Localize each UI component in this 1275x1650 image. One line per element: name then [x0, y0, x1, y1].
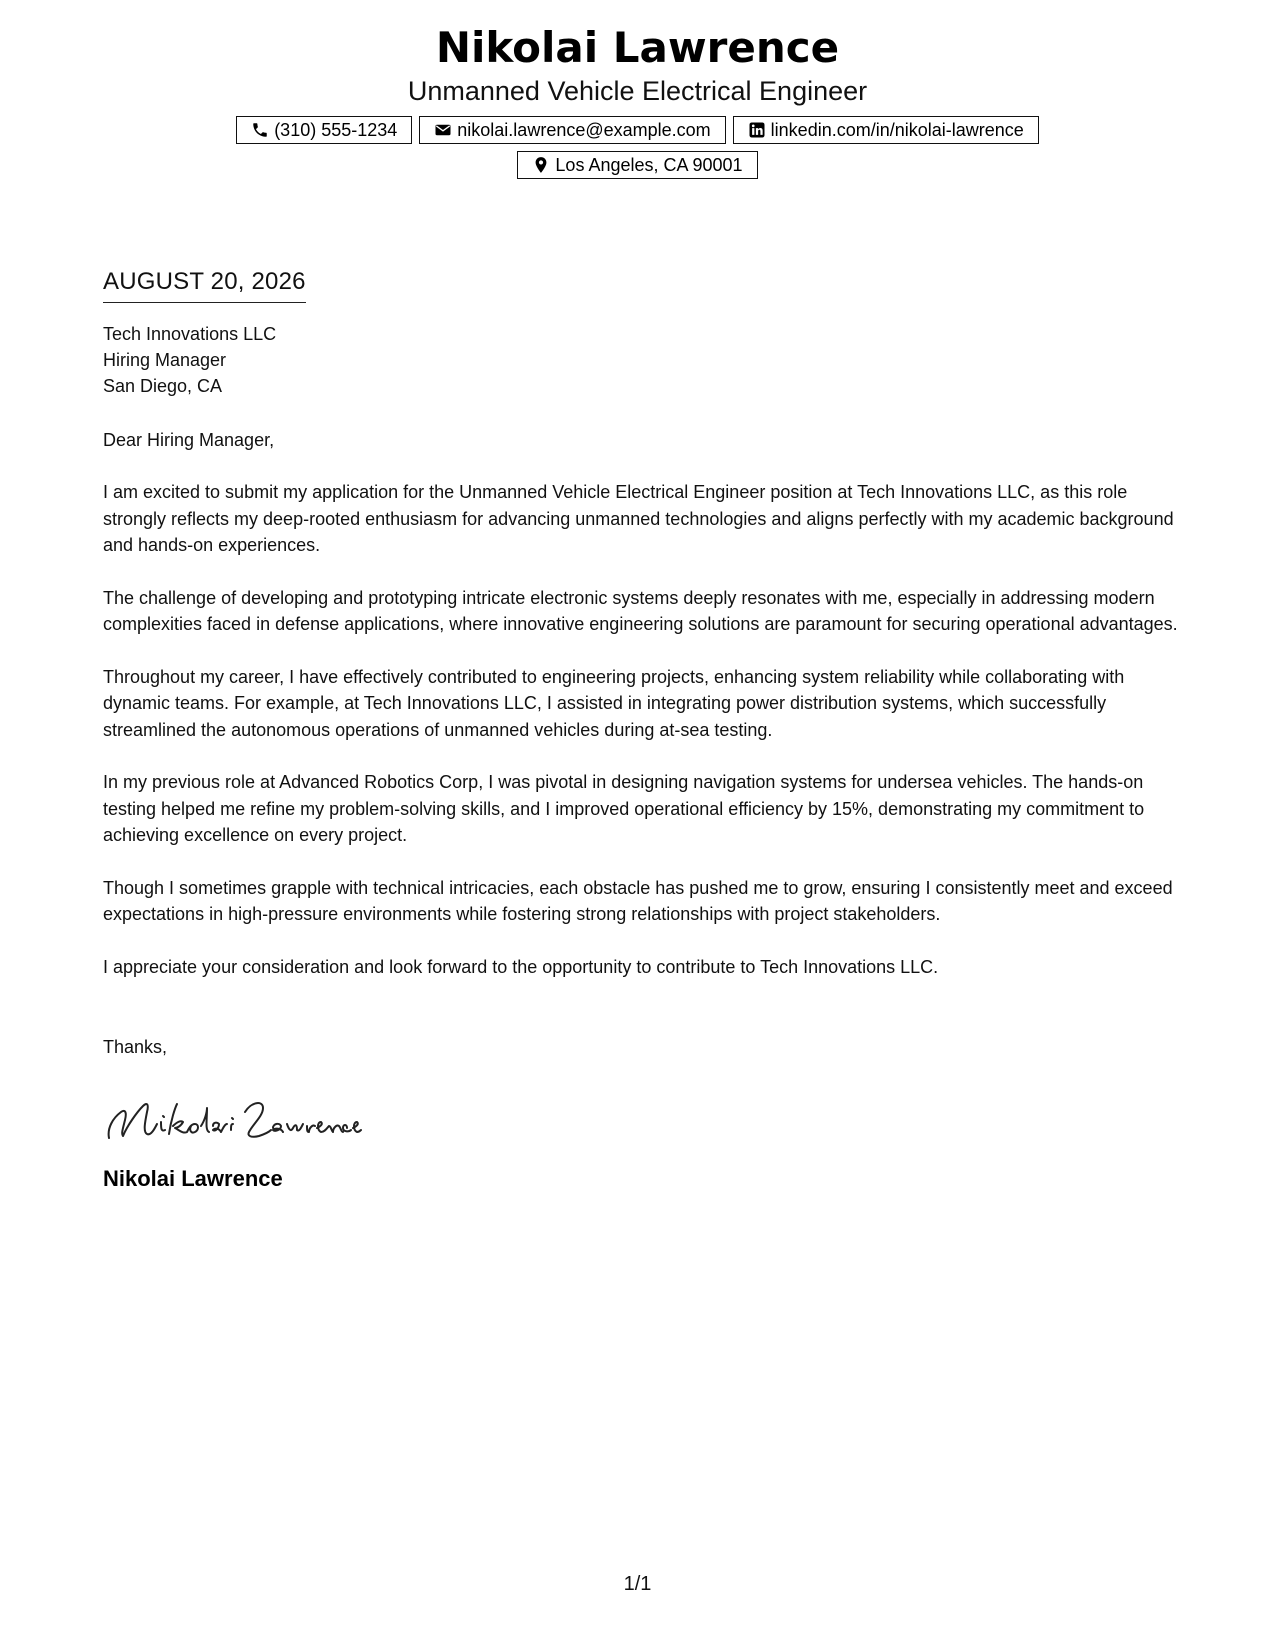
paragraph: In my previous role at Advanced Robotics Corp, I was pivotal in designing navigation systems for undersea vehicles. The hands-on testing helped me refine my problem-solving skills, and I improved operational efficiency by 15%, demonstrating my commitment to achieving excellence on every project. [103, 772, 1145, 845]
contact-linkedin[interactable] [733, 116, 1039, 144]
recipient-company: Tech Innovations LLC [103, 324, 277, 344]
phone-text: (310) 555-1234 [274, 119, 398, 140]
map-pin-icon [532, 156, 550, 174]
linkedin-icon [748, 121, 766, 139]
handwritten-signature [103, 1090, 1178, 1150]
contact-row [0, 116, 1275, 144]
paragraph: The challenge of developing and prototyping intricate electronic systems deeply resonates with me, especially in addressing modern complexities faced in defense applications, where innovative engineering solutions are paramount for securing operational advantages. [103, 587, 1178, 634]
envelope-icon [434, 121, 452, 139]
paragraph: Throughout my career, I have effectively contributed to engineering projects, enhancing system reliability while collaborating with dynamic teams. For example, at Tech Innovations LLC, I assisted in integrating power distribution systems, which successfully streamlined the autonomous operations of unmanned vehicles during at-sea testing. [103, 666, 1125, 740]
paragraph: I am excited to submit my application for the Unmanned Vehicle Electrical Engineer position at Tech Innovations LLC, as this role strongly reflects my deep-rooted enthusiasm for advancing unmanned technologies and aligns perfectly with my academic background and hands-on experiences. [103, 482, 1174, 555]
contact-email[interactable] [419, 116, 725, 144]
phone-icon [251, 121, 269, 139]
paragraph: Though I sometimes grapple with technical intricacies, each obstacle has pushed me to grow, ensuring I consistently meet and exceed expectations in high-pressure environments while fostering strong relationships with project stakeholders. [103, 877, 1173, 924]
email-text: nikolai.lawrence@example.com [457, 119, 711, 140]
closing: Thanks, [103, 1037, 168, 1057]
recipient-block [103, 321, 1178, 399]
contact-location [517, 151, 757, 179]
contact-phone[interactable] [236, 116, 412, 144]
recipient-role: Hiring Manager [103, 350, 227, 370]
letter-date: AUGUST 20, 2026 [103, 265, 306, 303]
applicant-title: Unmanned Vehicle Electrical Engineer [407, 76, 868, 106]
paragraph: I appreciate your consideration and look forward to the opportunity to contribute to Tech Innovations LLC. [103, 956, 939, 977]
linkedin-text: linkedin.com/in/nikolai-lawrence [770, 119, 1024, 140]
letter-header [0, 22, 1275, 179]
contact-row-second [0, 151, 1275, 179]
page-number: 1/1 [623, 1573, 652, 1595]
applicant-name: Nikolai Lawrence [435, 23, 840, 72]
salutation: Dear Hiring Manager, [103, 430, 275, 450]
recipient-location: San Diego, CA [103, 376, 223, 396]
location-text: Los Angeles, CA 90001 [555, 154, 743, 175]
letter-body [103, 265, 1178, 1194]
signer-name: Nikolai Lawrence [103, 1166, 283, 1191]
